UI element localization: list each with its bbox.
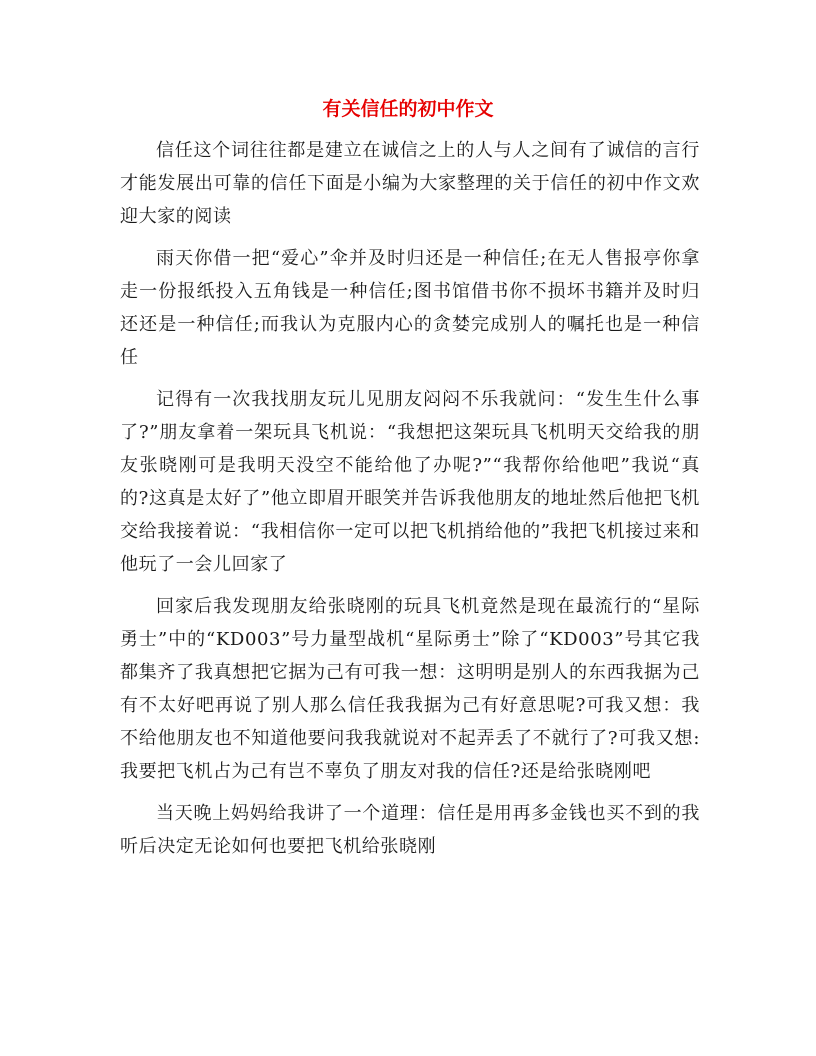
paragraph-story: 记得有一次我找朋友玩儿见朋友闷闷不乐我就问：“发生生什么事了?”朋友拿着一架玩具飞机说：“我想把这架玩具飞机明天交给我的朋友张晓刚可是我明天没空不能给他了办呢?”“我帮你给他吧”我说“真的?这真是太好了”他立即眉开眼笑并告诉我他朋友的地址然后他把飞机交给我接着说：“我相信你一定可以把飞机捎给他的”我把飞机接过来和他玩了一会儿回家了 bbox=[120, 389, 700, 575]
document-body bbox=[120, 134, 700, 863]
paragraph-lesson: 当天晚上妈妈给我讲了一个道理：信任是用再多金钱也买不到的我听后决定无论如何也要把飞机给张晓刚 bbox=[120, 803, 700, 857]
paragraph-intro: 信任这个词往往都是建立在诚信之上的人与人之间有了诚信的言行才能发展出可靠的信任下面是小编为大家整理的关于信任的初中作文欢迎大家的阅读 bbox=[120, 140, 700, 227]
paragraph-examples: 雨天你借一把“爱心”伞并及时归还是一种信任;在无人售报亭你拿走一份报纸投入五角钱是一种信任;图书馆借书你不损坏书籍并及时归还还是一种信任;而我认为克服内心的贪婪完成别人的嘱托也是一种信任 bbox=[120, 248, 700, 368]
paragraph-temptation: 回家后我发现朋友给张晓刚的玩具飞机竟然是现在最流行的“星际勇士”中的“KD003”号力量型战机“星际勇士”除了“KD003”号其它我都集齐了我真想把它据为己有可我一想：这明明是别人的东西我据为己有不太好吧再说了别人那么信任我我据为己有好意思呢?可我又想：我不给他朋友也不知道他要问我我就说对不起弄丢了不就行了?可我又想:我要把飞机占为己有岂不辜负了朋友对我的信任?还是给张晓刚吧 bbox=[120, 596, 700, 782]
document-title: 有关信任的初中作文 bbox=[322, 98, 494, 120]
